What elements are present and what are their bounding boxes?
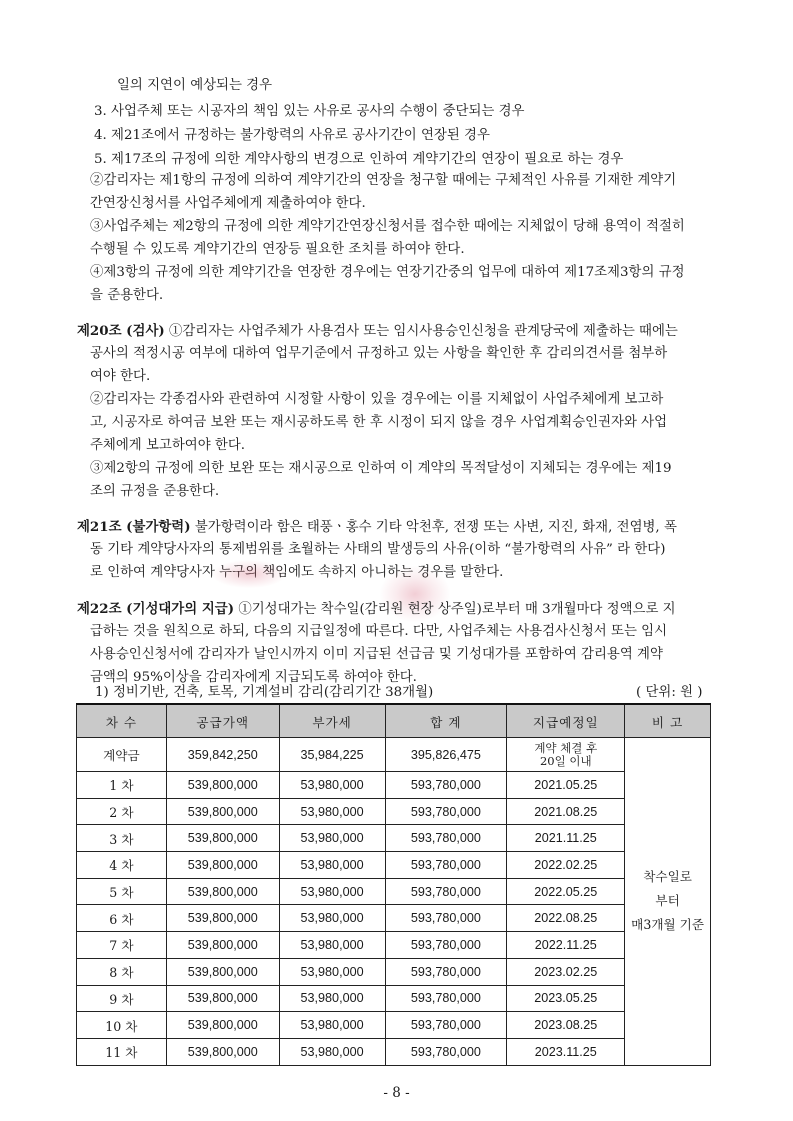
column-header: 부가세 — [279, 704, 385, 738]
text-line: ③사업주체는 제2항의 규정에 의한 계약기간연장신청서를 접수한 때에는 지체없이 당해 용역이 적절히 — [90, 219, 685, 234]
table-row — [77, 985, 711, 1012]
table-cell: 395,826,475 — [385, 738, 507, 772]
table-cell: 539,800,000 — [166, 985, 279, 1012]
article-21-heading: 제21조 (불가항력) — [77, 519, 191, 535]
table-cell: 2023.05.25 — [507, 985, 625, 1012]
column-header: 합 계 — [385, 704, 507, 738]
table-cell: 593,780,000 — [385, 798, 507, 825]
page-number: - 8 - — [383, 1085, 410, 1101]
table-cell: 2021.05.25 — [507, 772, 625, 799]
table-row — [77, 958, 711, 985]
table-cell: 53,980,000 — [279, 1012, 385, 1039]
table-cell: 2 차 — [77, 798, 167, 825]
table-cell: 53,980,000 — [279, 1038, 385, 1065]
table-cell: 2021.08.25 — [507, 798, 625, 825]
text-line: 동 기타 계약당사자의 통제범위를 초월하는 사태의 발생등의 사유(이하 “불가항력의 사유” 라 한다) — [90, 542, 666, 557]
table-row — [77, 738, 711, 772]
article-20-heading: 제20조 (검사) — [77, 323, 165, 339]
article-22-first-line — [77, 600, 676, 619]
table-cell: 3 차 — [77, 825, 167, 852]
table-caption: 1) 정비기반, 건축, 토목, 기계설비 감리(감리기간 38개월) — [95, 685, 434, 700]
table-cell: 6 차 — [77, 905, 167, 932]
table-cell: 2023.08.25 — [507, 1012, 625, 1039]
table-cell: 539,800,000 — [166, 905, 279, 932]
table-row — [77, 878, 711, 905]
table-cell: 2021.11.25 — [507, 825, 625, 852]
table-cell: 8 차 — [77, 958, 167, 985]
table-cell: 10 차 — [77, 1012, 167, 1039]
text-line: 조의 규정을 준용한다. — [90, 484, 220, 499]
table-cell: 539,800,000 — [166, 1038, 279, 1065]
table-cell: 539,800,000 — [166, 798, 279, 825]
table-cell: 539,800,000 — [166, 932, 279, 959]
table-cell: 593,780,000 — [385, 985, 507, 1012]
column-header: 공급가액 — [166, 704, 279, 738]
table-cell: 1 차 — [77, 772, 167, 799]
table-cell: 539,800,000 — [166, 958, 279, 985]
text-line: 4. 제21조에서 규정하는 불가항력의 사유로 공사기간이 연장된 경우 — [94, 128, 490, 143]
text-line: 로 인하여 계약당사자 누구의 책임에도 속하지 아니하는 경우를 말한다. — [90, 565, 504, 580]
table-cell: 2022.08.25 — [507, 905, 625, 932]
table-cell: 53,980,000 — [279, 958, 385, 985]
table-cell: 5 차 — [77, 878, 167, 905]
text-line: 수행될 수 있도록 계약기간의 연장등 필요한 조치를 하여야 한다. — [90, 242, 465, 257]
article-20-text: ①감리자는 사업주체가 사용검사 또는 임시사용승인신청을 관계당국에 제출하는 때에는 — [164, 324, 678, 339]
text-line: 여야 한다. — [90, 369, 151, 384]
article-20-first-line — [77, 322, 678, 341]
table-row — [77, 798, 711, 825]
table-cell: 593,780,000 — [385, 1038, 507, 1065]
article-22-heading: 제22조 (기성대가의 지급) — [77, 601, 235, 617]
table-cell: 53,980,000 — [279, 905, 385, 932]
text-line: 주체에게 보고하여야 한다. — [90, 438, 246, 453]
table-cell: 539,800,000 — [166, 825, 279, 852]
table-cell: 53,980,000 — [279, 825, 385, 852]
text-line: 간연장신청서를 사업주체에게 제출하여야 한다. — [90, 196, 366, 211]
table-cell: 539,800,000 — [166, 1012, 279, 1039]
table-cell: 7 차 — [77, 932, 167, 959]
table-cell: 593,780,000 — [385, 932, 507, 959]
text-line: ④제3항의 규정에 의한 계약기간을 연장한 경우에는 연장기간중의 업무에 대하여 제17조제3항의 규정 — [90, 265, 685, 280]
table-cell: 53,980,000 — [279, 772, 385, 799]
article-21-first-line — [77, 518, 677, 537]
table-cell: 2022.05.25 — [507, 878, 625, 905]
table-cell: 539,800,000 — [166, 878, 279, 905]
text-line: 사용승인신청서에 감리자가 날인시까지 이미 지급된 선급금 및 기성대가를 포함하여 감리용역 계약 — [90, 647, 663, 662]
table-cell: 2022.11.25 — [507, 932, 625, 959]
table-cell: 593,780,000 — [385, 825, 507, 852]
column-header: 비 고 — [625, 704, 711, 738]
table-cell: 593,780,000 — [385, 772, 507, 799]
text-line: ②감리자는 각종검사와 관련하여 시정할 사항이 있을 경우에는 이를 지체없이 사업주체에게 보고하 — [90, 392, 664, 407]
table-cell: 53,980,000 — [279, 878, 385, 905]
table-cell: 53,980,000 — [279, 852, 385, 879]
text-line: 일의 지연이 예상되는 경우 — [117, 78, 273, 93]
table-cell: 9 차 — [77, 985, 167, 1012]
table-cell: 4 차 — [77, 852, 167, 879]
remark-cell: 착수일로 부터 매3개월 기준 — [625, 738, 711, 1066]
table-cell: 계약 체결 후 20일 이내 — [507, 738, 625, 772]
article-22-text: ①기성대가는 착수일(감리원 현장 상주일)로부터 매 3개월마다 정액으로 지 — [234, 602, 676, 617]
table-header-row — [77, 704, 711, 738]
table-cell: 593,780,000 — [385, 958, 507, 985]
table-cell: 593,780,000 — [385, 1012, 507, 1039]
table-row — [77, 825, 711, 852]
table-row — [77, 1012, 711, 1039]
table-cell: 539,800,000 — [166, 772, 279, 799]
article-21-text: 불가항력이라 함은 태풍ㆍ홍수 기타 악천후, 전쟁 또는 사변, 지진, 화재, 전염병, 폭 — [190, 520, 677, 535]
payment-schedule-table — [76, 703, 711, 1066]
column-header: 차 수 — [77, 704, 167, 738]
text-line: 을 준용한다. — [90, 288, 164, 303]
table-cell: 53,980,000 — [279, 985, 385, 1012]
table-cell: 539,800,000 — [166, 852, 279, 879]
seal-stamp — [212, 560, 286, 588]
text-line: 금액의 95%이상을 감리자에게 지급되도록 하여야 한다. — [90, 670, 417, 685]
table-cell: 593,780,000 — [385, 905, 507, 932]
table-cell: 53,980,000 — [279, 798, 385, 825]
text-line: ③제2항의 규정에 의한 보완 또는 재시공으로 인하여 이 계약의 목적달성이 지체되는 경우에는 제19 — [90, 461, 672, 476]
table-row — [77, 1038, 711, 1065]
table-cell: 359,842,250 — [166, 738, 279, 772]
column-header: 지급예정일 — [507, 704, 625, 738]
text-line: 3. 사업주체 또는 시공자의 책임 있는 사유로 공사의 수행이 중단되는 경우 — [94, 104, 525, 119]
text-line: ②감리자는 제1항의 규정에 의하여 계약기간의 연장을 청구할 때에는 구체적인 사유를 기재한 계약기 — [90, 173, 677, 188]
table-cell: 2023.02.25 — [507, 958, 625, 985]
text-line: 급하는 것을 원칙으로 하되, 다음의 지급일정에 따른다. 다만, 사업주체는 사용검사신청서 또는 임시 — [90, 624, 668, 639]
table-cell: 11 차 — [77, 1038, 167, 1065]
text-line: 고, 시공자로 하여금 보완 또는 재시공하도록 한 후 시정이 되지 않을 경우 사업계획승인권자와 사업 — [90, 415, 668, 430]
table-cell: 35,984,225 — [279, 738, 385, 772]
table-cell: 2023.11.25 — [507, 1038, 625, 1065]
table-cell: 593,780,000 — [385, 878, 507, 905]
table-row — [77, 905, 711, 932]
text-line: 공사의 적정시공 여부에 대하여 업무기준에서 규정하고 있는 사항을 확인한 후 감리의견서를 첨부하 — [90, 346, 668, 361]
table-cell: 593,780,000 — [385, 852, 507, 879]
table-row — [77, 932, 711, 959]
table-cell: 2022.02.25 — [507, 852, 625, 879]
unit-label: ( 단위: 원 ) — [636, 685, 703, 700]
table-row — [77, 852, 711, 879]
text-line: 5. 제17조의 규정에 의한 계약사항의 변경으로 인하여 계약기간의 연장이 필요로 하는 경우 — [94, 152, 624, 167]
table-cell: 53,980,000 — [279, 932, 385, 959]
table-cell: 계약금 — [77, 738, 167, 772]
table-row — [77, 772, 711, 799]
